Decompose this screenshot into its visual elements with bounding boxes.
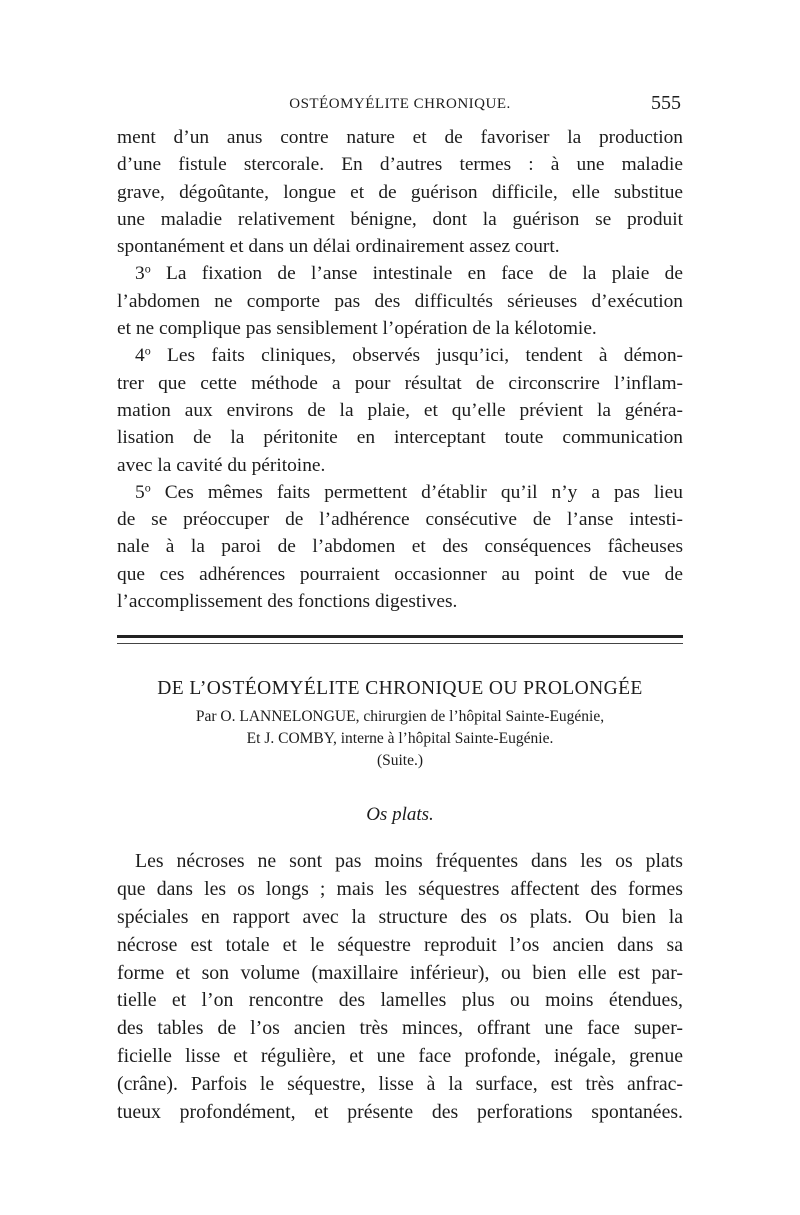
section-divider (117, 635, 683, 644)
text-line: Les nécroses ne sont pas moins fréquentes dans les os plats (135, 850, 683, 873)
text-line: nale à la paroi de l’abdomen et des conséquences fâcheuses (117, 536, 683, 558)
ordinal-mark: o (144, 480, 151, 495)
divider-thick-rule (117, 635, 683, 638)
text-line: tueux profondément, et présente des perforations spontanées. (117, 1100, 683, 1123)
section-title: Os plats. (366, 804, 434, 826)
article-title: DE L’OSTÉOMYÉLITE CHRONIQUE OU PROLONGÉE (157, 678, 643, 700)
point-3 (117, 260, 683, 342)
book-page (117, 92, 683, 1126)
continued-note: (Suite.) (376, 752, 424, 770)
point-4 (117, 342, 683, 478)
byline-author-2: Et J. COMBY, interne à l’hôpital Sainte-Eugénie. (246, 730, 554, 748)
point-number: 4 (135, 345, 145, 367)
text-line: de se préoccuper de l’adhérence consécutive de l’anse intesti- (117, 509, 683, 531)
text-line: l’accomplissement des fonctions digestives. (117, 591, 458, 613)
text-line-content: Ces mêmes faits permettent d’établir qu’il n’y a pas lieu (164, 481, 683, 503)
text-line: d’une fistule stercorale. En d’autres termes : à une maladie (117, 154, 683, 176)
text-line: tielle et l’on rencontre des lamelles plus ou moins étendues, (117, 989, 683, 1012)
text-line: spéciales en rapport avec la structure des os plats. Ou bien la (117, 905, 683, 928)
text-line (117, 479, 683, 506)
point-number: 5 (135, 481, 145, 503)
text-line-content: Les faits cliniques, observés jusqu’ici, tendent à démon- (167, 345, 683, 367)
text-line: (crâne). Parfois le séquestre, lisse à la surface, est très anfrac- (117, 1072, 683, 1095)
text-line: trer que cette méthode a pour résultat de circonscrire l’inflam- (117, 372, 683, 394)
ordinal-mark: o (144, 261, 151, 276)
continuation-paragraph (117, 124, 683, 260)
byline-author-1: Par O. LANNELONGUE, chirurgien de l’hôpital Sainte-Eugénie, (195, 708, 605, 726)
text-line: ment d’un anus contre nature et de favoriser la production (117, 127, 683, 148)
running-title: OSTÉOMYÉLITE CHRONIQUE. (289, 96, 511, 112)
text-line: grave, dégoûtante, longue et de guérison difficile, elle substitue (117, 181, 683, 203)
text-line: l’abdomen ne comporte pas des difficultés sérieuses d’exécution (117, 290, 683, 312)
running-head (117, 92, 683, 122)
text-line: nécrose est totale et le séquestre reproduit l’os ancien dans sa (117, 933, 683, 956)
point-5 (117, 479, 683, 615)
text-line: que dans les os longs ; mais les séquestres affectent des formes (117, 878, 683, 901)
text-line: spontanément et dans un délai ordinairement assez court. (117, 236, 560, 258)
page-number: 555 (651, 92, 681, 114)
text-line: lisation de la péritonite en interceptant toute communication (117, 427, 683, 449)
text-line: et ne complique pas sensiblement l’opération de la kélotomie. (117, 318, 597, 340)
point-number: 3 (135, 263, 145, 285)
article-paragraph (117, 848, 683, 1126)
text-line-content: La fixation de l’anse intestinale en face de la plaie de (166, 263, 683, 285)
divider-thin-rule (117, 643, 683, 644)
text-line (117, 342, 683, 369)
text-line: que ces adhérences pourraient occasionner au point de vue de (117, 563, 683, 585)
text-line: des tables de l’os ancien très minces, offrant une face super- (117, 1017, 683, 1040)
ordinal-mark: o (144, 343, 151, 358)
text-line (117, 260, 683, 287)
text-line: forme et son volume (maxillaire inférieur), ou bien elle est par- (117, 961, 683, 984)
text-line: mation aux environs de la plaie, et qu’elle prévient la généra- (117, 399, 683, 421)
text-line: une maladie relativement bénigne, dont la guérison se produit (117, 208, 683, 230)
text-line: ficielle lisse et régulière, et une face profonde, inégale, grenue (117, 1044, 683, 1067)
text-line: avec la cavité du péritoine. (117, 454, 326, 476)
